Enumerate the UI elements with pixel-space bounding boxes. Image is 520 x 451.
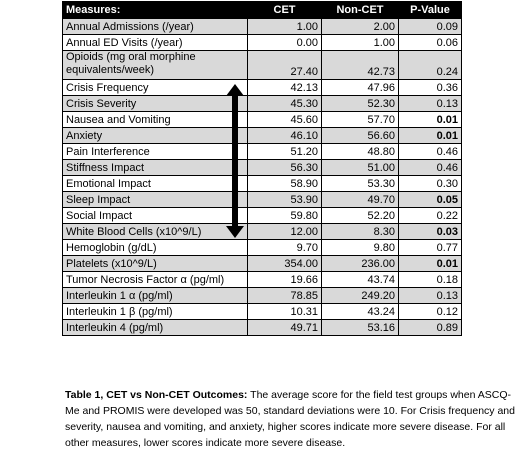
p-value-cell: 0.06 [399, 35, 462, 51]
cet-value-cell: 27.40 [248, 51, 322, 80]
table-caption [65, 387, 515, 451]
non-cet-value-cell: 236.00 [322, 256, 399, 272]
table-row [63, 176, 462, 192]
measure-cell: Crisis Frequency [63, 80, 248, 96]
p-value-cell: 0.05 [399, 192, 462, 208]
p-value-cell: 0.30 [399, 176, 462, 192]
measure-cell: Interleukin 1 β (pg/ml) [63, 304, 248, 320]
p-value-cell: 0.18 [399, 272, 462, 288]
p-value-cell: 0.12 [399, 304, 462, 320]
measure-cell: White Blood Cells (x10^9/L) [63, 224, 248, 240]
non-cet-value-cell: 1.00 [322, 35, 399, 51]
table-row [63, 160, 462, 176]
double-arrow-icon [225, 84, 245, 238]
cet-value-cell: 51.20 [248, 144, 322, 160]
non-cet-value-cell: 52.20 [322, 208, 399, 224]
non-cet-value-cell: 53.16 [322, 320, 399, 336]
p-value-cell: 0.77 [399, 240, 462, 256]
caption-label: Table 1, CET vs Non-CET Outcomes: [65, 389, 248, 401]
table-row [63, 112, 462, 128]
non-cet-value-cell: 52.30 [322, 96, 399, 112]
p-value-cell: 0.03 [399, 224, 462, 240]
measure-cell: Annual Admissions (/year) [63, 19, 248, 35]
non-cet-value-cell: 49.70 [322, 192, 399, 208]
cet-value-cell: 46.10 [248, 128, 322, 144]
non-cet-value-cell: 51.00 [322, 160, 399, 176]
table-row [63, 128, 462, 144]
table-row [63, 144, 462, 160]
measure-cell: Anxiety [63, 128, 248, 144]
measure-cell: Crisis Severity [63, 96, 248, 112]
measure-cell: Tumor Necrosis Factor α (pg/ml) [63, 272, 248, 288]
cet-value-cell: 9.70 [248, 240, 322, 256]
cet-value-cell: 56.30 [248, 160, 322, 176]
measure-cell: Social Impact [63, 208, 248, 224]
non-cet-value-cell: 47.96 [322, 80, 399, 96]
table-row [63, 35, 462, 51]
non-cet-value-cell: 53.30 [322, 176, 399, 192]
table-row [63, 304, 462, 320]
non-cet-value-cell: 48.80 [322, 144, 399, 160]
outcomes-table [62, 1, 462, 336]
table-row [63, 288, 462, 304]
cet-value-cell: 53.90 [248, 192, 322, 208]
p-value-cell: 0.01 [399, 128, 462, 144]
p-value-cell: 0.13 [399, 288, 462, 304]
table-row [63, 224, 462, 240]
header-cet: CET [248, 2, 322, 19]
p-value-cell: 0.24 [399, 51, 462, 80]
cet-value-cell: 19.66 [248, 272, 322, 288]
non-cet-value-cell: 249.20 [322, 288, 399, 304]
table-row [63, 51, 462, 80]
non-cet-value-cell: 43.74 [322, 272, 399, 288]
header-measures: Measures: [63, 2, 248, 19]
table-row [63, 96, 462, 112]
p-value-cell: 0.46 [399, 160, 462, 176]
cet-value-cell: 0.00 [248, 35, 322, 51]
measure-cell: Pain Interference [63, 144, 248, 160]
measure-cell: Opioids (mg oral morphine equivalents/week) [63, 51, 248, 80]
non-cet-value-cell: 42.73 [322, 51, 399, 80]
non-cet-value-cell: 9.80 [322, 240, 399, 256]
measure-cell: Platelets (x10^9/L) [63, 256, 248, 272]
p-value-cell: 0.01 [399, 256, 462, 272]
p-value-cell: 0.46 [399, 144, 462, 160]
table-row [63, 240, 462, 256]
cet-value-cell: 59.80 [248, 208, 322, 224]
measure-cell: Annual ED Visits (/year) [63, 35, 248, 51]
cet-value-cell: 58.90 [248, 176, 322, 192]
cet-value-cell: 354.00 [248, 256, 322, 272]
cet-value-cell: 49.71 [248, 320, 322, 336]
cet-value-cell: 1.00 [248, 19, 322, 35]
non-cet-value-cell: 56.60 [322, 128, 399, 144]
header-p-value: P-Value [399, 2, 462, 19]
cet-value-cell: 45.60 [248, 112, 322, 128]
non-cet-value-cell: 2.00 [322, 19, 399, 35]
measure-cell: Stiffness Impact [63, 160, 248, 176]
table-row [63, 208, 462, 224]
table-body [63, 19, 462, 336]
p-value-cell: 0.22 [399, 208, 462, 224]
header-non-cet: Non-CET [322, 2, 399, 19]
table-row [63, 80, 462, 96]
cet-value-cell: 10.31 [248, 304, 322, 320]
p-value-cell: 0.09 [399, 19, 462, 35]
non-cet-value-cell: 57.70 [322, 112, 399, 128]
cet-value-cell: 12.00 [248, 224, 322, 240]
p-value-cell: 0.89 [399, 320, 462, 336]
cet-value-cell: 42.13 [248, 80, 322, 96]
table-row [63, 192, 462, 208]
non-cet-value-cell: 8.30 [322, 224, 399, 240]
caption-text: The average score for the field test groups when ASCQ-Me and PROMIS were developed was 50, standard deviations were 10. For Crisis frequency and severity, nausea and vomiting, and anxiety, higher scores indicate more severe disease. For all other measures, lower scores indicate more severe disease. [65, 389, 515, 449]
measure-cell: Interleukin 4 (pg/ml) [63, 320, 248, 336]
table-header-row [63, 2, 462, 19]
measure-cell: Emotional Impact [63, 176, 248, 192]
table-row [63, 256, 462, 272]
measure-cell: Sleep Impact [63, 192, 248, 208]
cet-value-cell: 78.85 [248, 288, 322, 304]
p-value-cell: 0.01 [399, 112, 462, 128]
table-row [63, 19, 462, 35]
p-value-cell: 0.13 [399, 96, 462, 112]
measure-cell: Interleukin 1 α (pg/ml) [63, 288, 248, 304]
cet-value-cell: 45.30 [248, 96, 322, 112]
measure-cell: Nausea and Vomiting [63, 112, 248, 128]
table-row [63, 272, 462, 288]
table-row [63, 320, 462, 336]
p-value-cell: 0.36 [399, 80, 462, 96]
measure-cell: Hemoglobin (g/dL) [63, 240, 248, 256]
non-cet-value-cell: 43.24 [322, 304, 399, 320]
